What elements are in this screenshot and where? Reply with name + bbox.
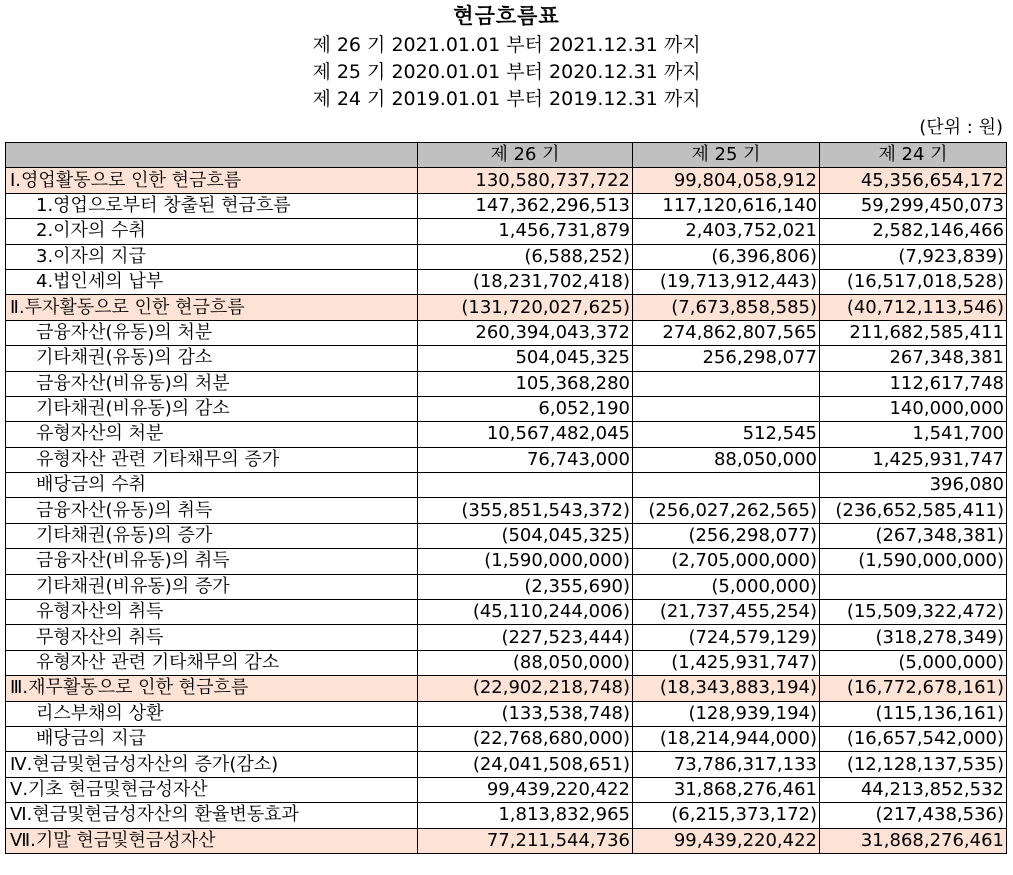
value-period-26: [418, 473, 633, 498]
section-row: [6, 828, 1007, 853]
value-period-25: 274,862,807,565: [633, 320, 820, 345]
row-label: 기타채권(유동)의 감소: [6, 346, 418, 371]
table-row: [6, 473, 1007, 498]
row-label: Ⅲ.재무활동으로 인한 현금흐름: [6, 676, 418, 701]
value-period-26: (24,041,508,651): [418, 752, 633, 777]
value-period-26: 10,567,482,045: [418, 422, 633, 447]
table-row: [6, 574, 1007, 599]
row-label: 금융자산(유동)의 취득: [6, 498, 418, 523]
value-period-25: (2,705,000,000): [633, 549, 820, 574]
value-period-24: (115,136,161): [820, 701, 1007, 726]
value-period-26: 504,045,325: [418, 346, 633, 371]
table-row: [6, 244, 1007, 269]
row-label: 유형자산의 취득: [6, 600, 418, 625]
value-period-25: 512,545: [633, 422, 820, 447]
value-period-25: (6,396,806): [633, 244, 820, 269]
value-period-25: (7,673,858,585): [633, 295, 820, 320]
value-period-24: 267,348,381: [820, 346, 1007, 371]
value-period-25: [633, 473, 820, 498]
table-row: [6, 625, 1007, 650]
table-row: [6, 803, 1007, 828]
value-period-26: 76,743,000: [418, 447, 633, 472]
table-row: [6, 549, 1007, 574]
value-period-25: (21,737,455,254): [633, 600, 820, 625]
table-row: [6, 269, 1007, 294]
value-period-26: 260,394,043,372: [418, 320, 633, 345]
table-row: [6, 726, 1007, 751]
value-period-26: 1,813,832,965: [418, 803, 633, 828]
value-period-26: (504,045,325): [418, 523, 633, 548]
value-period-25: 256,298,077: [633, 346, 820, 371]
value-period-26: (6,588,252): [418, 244, 633, 269]
row-label: Ⅰ.영업활동으로 인한 현금흐름: [6, 168, 418, 193]
table-row: [6, 600, 1007, 625]
value-period-24: 44,213,852,532: [820, 777, 1007, 802]
value-period-24: 59,299,450,073: [820, 193, 1007, 218]
value-period-24: (267,348,381): [820, 523, 1007, 548]
row-label: 금융자산(비유동)의 취득: [6, 549, 418, 574]
section-row: [6, 676, 1007, 701]
row-label: 기타채권(비유동)의 증가: [6, 574, 418, 599]
row-label: 기타채권(유동)의 증가: [6, 523, 418, 548]
value-period-24: (16,772,678,161): [820, 676, 1007, 701]
value-period-25: (256,027,262,565): [633, 498, 820, 523]
value-period-25: 99,439,220,422: [633, 828, 820, 853]
section-row: [6, 168, 1007, 193]
value-period-26: (355,851,543,372): [418, 498, 633, 523]
value-period-24: (7,923,839): [820, 244, 1007, 269]
value-period-26: 105,368,280: [418, 371, 633, 396]
value-period-25: 88,050,000: [633, 447, 820, 472]
value-period-24: 112,617,748: [820, 371, 1007, 396]
value-period-24: (236,652,585,411): [820, 498, 1007, 523]
value-period-25: [633, 396, 820, 421]
row-label: 금융자산(유동)의 처분: [6, 320, 418, 345]
row-label: Ⅱ.투자활동으로 인한 현금흐름: [6, 295, 418, 320]
value-period-26: 147,362,296,513: [418, 193, 633, 218]
cash-flow-table: [5, 142, 1007, 854]
row-label: 3.이자의 지급: [6, 244, 418, 269]
value-period-25: (19,713,912,443): [633, 269, 820, 294]
value-period-25: (18,343,883,194): [633, 676, 820, 701]
header-period-24: 제 24 기: [820, 143, 1007, 168]
value-period-25: 2,403,752,021: [633, 219, 820, 244]
value-period-25: (1,425,931,747): [633, 650, 820, 675]
row-label: 무형자산의 취득: [6, 625, 418, 650]
table-body: [6, 168, 1007, 854]
table-row: [6, 498, 1007, 523]
header-row: [6, 143, 1007, 168]
value-period-26: (22,902,218,748): [418, 676, 633, 701]
value-period-25: 73,786,317,133: [633, 752, 820, 777]
value-period-24: (5,000,000): [820, 650, 1007, 675]
value-period-24: 1,541,700: [820, 422, 1007, 447]
value-period-25: (18,214,944,000): [633, 726, 820, 751]
table-row: [6, 320, 1007, 345]
row-label: 배당금의 지급: [6, 726, 418, 751]
unit-label: (단위 : 원): [919, 117, 1003, 138]
row-label: 유형자산 관련 기타채무의 증가: [6, 447, 418, 472]
value-period-24: 31,868,276,461: [820, 828, 1007, 853]
table-row: [6, 371, 1007, 396]
row-label: 금융자산(비유동)의 처분: [6, 371, 418, 396]
value-period-26: (45,110,244,006): [418, 600, 633, 625]
header-period-25: 제 25 기: [633, 143, 820, 168]
value-period-25: 31,868,276,461: [633, 777, 820, 802]
value-period-26: (227,523,444): [418, 625, 633, 650]
value-period-26: (2,355,690): [418, 574, 633, 599]
value-period-24: 1,425,931,747: [820, 447, 1007, 472]
value-period-24: (217,438,536): [820, 803, 1007, 828]
value-period-24: (16,517,018,528): [820, 269, 1007, 294]
header-label-cell: [6, 143, 418, 168]
value-period-25: (6,215,373,172): [633, 803, 820, 828]
value-period-26: 6,052,190: [418, 396, 633, 421]
value-period-24: [820, 574, 1007, 599]
header-period-26: 제 26 기: [418, 143, 633, 168]
value-period-24: 211,682,585,411: [820, 320, 1007, 345]
value-period-24: 45,356,654,172: [820, 168, 1007, 193]
table-row: [6, 447, 1007, 472]
row-label: Ⅶ.기말 현금및현금성자산: [6, 828, 418, 853]
value-period-25: [633, 371, 820, 396]
row-label: 리스부채의 상환: [6, 701, 418, 726]
section-row: [6, 295, 1007, 320]
row-label: Ⅴ.기초 현금및현금성자산: [6, 777, 418, 802]
value-period-25: (5,000,000): [633, 574, 820, 599]
table-row: [6, 523, 1007, 548]
table-row: [6, 346, 1007, 371]
value-period-24: 140,000,000: [820, 396, 1007, 421]
row-label: Ⅳ.현금및현금성자산의 증가(감소): [6, 752, 418, 777]
value-period-24: (16,657,542,000): [820, 726, 1007, 751]
value-period-26: (88,050,000): [418, 650, 633, 675]
row-label: 4.법인세의 납부: [6, 269, 418, 294]
value-period-26: 99,439,220,422: [418, 777, 633, 802]
value-period-26: (131,720,027,625): [418, 295, 633, 320]
row-label: 유형자산의 처분: [6, 422, 418, 447]
period-26: 제 26 기 2021.01.01 부터 2021.12.31 까지: [312, 34, 701, 56]
value-period-24: (318,278,349): [820, 625, 1007, 650]
value-period-26: (1,590,000,000): [418, 549, 633, 574]
value-period-24: 396,080: [820, 473, 1007, 498]
table-row: [6, 219, 1007, 244]
value-period-25: (724,579,129): [633, 625, 820, 650]
value-period-24: 2,582,146,466: [820, 219, 1007, 244]
row-label: 유형자산 관련 기타채무의 감소: [6, 650, 418, 675]
table-row: [6, 193, 1007, 218]
value-period-25: 99,804,058,912: [633, 168, 820, 193]
table-row: [6, 777, 1007, 802]
table-row: [6, 650, 1007, 675]
table-row: [6, 422, 1007, 447]
row-label: 1.영업으로부터 창출된 현금흐름: [6, 193, 418, 218]
value-period-24: (12,128,137,535): [820, 752, 1007, 777]
statement-title: 현금흐름표: [453, 4, 560, 28]
value-period-26: 130,580,737,722: [418, 168, 633, 193]
table-row: [6, 396, 1007, 421]
value-period-26: 1,456,731,879: [418, 219, 633, 244]
value-period-25: (256,298,077): [633, 523, 820, 548]
value-period-25: (128,939,194): [633, 701, 820, 726]
period-24: 제 24 기 2019.01.01 부터 2019.12.31 까지: [312, 88, 701, 110]
row-label: Ⅵ.현금및현금성자산의 환율변동효과: [6, 803, 418, 828]
row-label: 2.이자의 수취: [6, 219, 418, 244]
table-row: [6, 752, 1007, 777]
value-period-25: 117,120,616,140: [633, 193, 820, 218]
value-period-26: (18,231,702,418): [418, 269, 633, 294]
value-period-24: (1,590,000,000): [820, 549, 1007, 574]
row-label: 배당금의 수취: [6, 473, 418, 498]
row-label: 기타채권(비유동)의 감소: [6, 396, 418, 421]
value-period-26: (133,538,748): [418, 701, 633, 726]
value-period-26: (22,768,680,000): [418, 726, 633, 751]
value-period-24: (40,712,113,546): [820, 295, 1007, 320]
table-row: [6, 701, 1007, 726]
period-25: 제 25 기 2020.01.01 부터 2020.12.31 까지: [312, 61, 701, 83]
value-period-26: 77,211,544,736: [418, 828, 633, 853]
value-period-24: (15,509,322,472): [820, 600, 1007, 625]
